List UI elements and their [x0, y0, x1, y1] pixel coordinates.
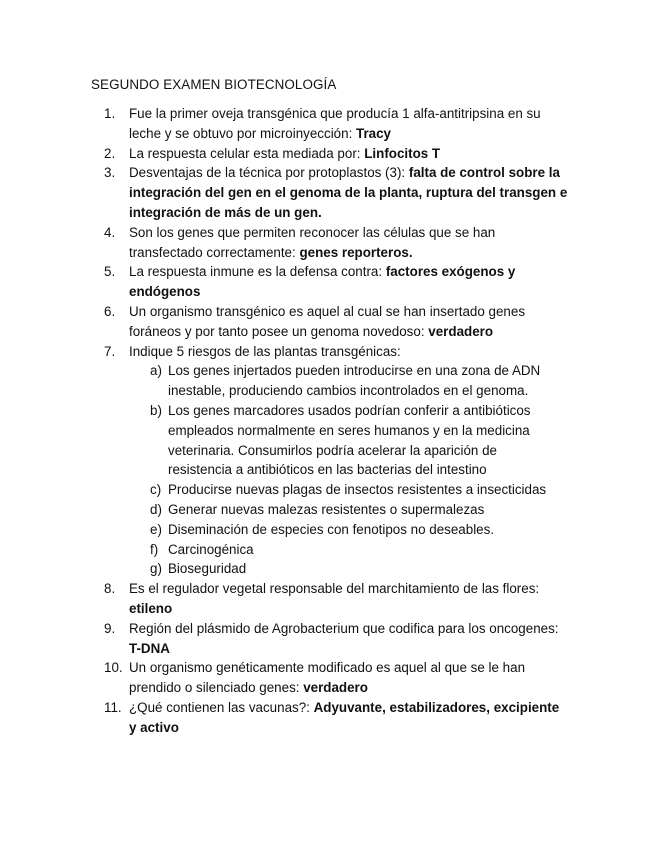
question-number: 6. — [104, 303, 116, 319]
question-number: 10. — [104, 660, 123, 676]
risk-list-item — [0, 559, 558, 579]
question-item — [0, 619, 569, 659]
question-answer: Linfocitos T — [364, 145, 441, 161]
question-text: Son los genes que permiten reconocer las células que se han transfectado correctamente: — [129, 224, 496, 260]
question-text: La respuesta celular esta mediada por: — [129, 145, 365, 161]
question-answer: T-DNA — [129, 640, 170, 656]
risk-letter: e) — [150, 521, 162, 537]
question-number: 5. — [104, 264, 116, 280]
risk-list-item — [0, 401, 558, 480]
risk-text: Carcinogénica — [168, 541, 254, 557]
question-item — [0, 163, 569, 222]
question-text: Región del plásmido de Agrobacterium que codifica para los oncogenes: — [129, 620, 559, 636]
question-text: Fue la primer oveja transgénica que producía 1 alfa-antitripsina en su leche y se obtuvo por microinyección: — [129, 106, 541, 141]
question-item — [0, 342, 569, 362]
question-number: 7. — [104, 343, 116, 359]
question-answer: Adyuvante, estabilizadores, excipiente y activo — [129, 699, 560, 735]
risk-letter: g) — [150, 561, 162, 577]
question-answer: etileno — [129, 600, 173, 616]
question-number: 1. — [104, 106, 116, 121]
question-answer: Tracy — [356, 125, 392, 141]
question-item — [0, 579, 569, 619]
risk-list-item — [0, 361, 558, 401]
risk-text: Bioseguridad — [168, 561, 247, 577]
risk-letter: c) — [150, 482, 162, 498]
risk-letter: f) — [150, 541, 159, 557]
question-text: Indique 5 riesgos de las plantas transgénicas: — [129, 343, 401, 359]
question-number: 3. — [104, 165, 116, 181]
risk-text: Diseminación de especies con fenotipos no deseables. — [168, 521, 495, 537]
question-number: 8. — [104, 581, 116, 597]
question-answer: verdadero — [428, 323, 494, 339]
risk-letter: a) — [150, 363, 162, 379]
question-item — [0, 302, 569, 342]
question-number: 4. — [104, 224, 116, 240]
question-text: Es el regulador vegetal responsable del marchitamiento de las flores: — [129, 581, 540, 597]
question-text: Desventajas de la técnica por protoplastos (3): — [129, 165, 409, 181]
question-answer: verdadero — [303, 680, 368, 696]
risk-list-item — [0, 480, 558, 500]
risk-list-item — [0, 500, 558, 520]
question-number: 11. — [104, 699, 122, 715]
question-item — [0, 262, 569, 302]
question-item — [0, 223, 569, 263]
risk-list-item — [0, 520, 558, 540]
question-answer: factores exógenos y endógenos — [129, 264, 516, 300]
question-item — [0, 698, 569, 738]
question-item — [0, 658, 569, 698]
risk-text: Producirse nuevas plagas de insectos resistentes a insecticidas — [168, 482, 547, 498]
question-text: Un organismo genéticamente modificado es aquel al que se le han prendido o silenciado genes: — [129, 660, 526, 696]
question-number: 2. — [104, 145, 116, 161]
question-text: ¿Qué contienen las vacunas?: — [129, 699, 314, 715]
risk-text: Generar nuevas malezas resistentes o supermalezas — [168, 501, 485, 517]
question-text: La respuesta inmune es la defensa contra: — [129, 264, 386, 280]
risk-text: Los genes injertados pueden introducirse en una zona de ADN inestable, produciendo cambios incontrolados en el genoma. — [168, 363, 541, 399]
question-answer: genes reporteros. — [299, 244, 413, 260]
risk-letter: d) — [150, 501, 162, 517]
question-item — [0, 144, 569, 164]
risk-list-item — [0, 540, 558, 560]
risk-text: Los genes marcadores usados podrían conferir a antibióticos empleados normalmente en seres humanos y en la medicina veterinaria. Consumirlos podría acelerar la aparición de resistencia a antibióticos en las bacterias del intestino — [168, 402, 531, 478]
question-text: Un organismo transgénico es aquel al cual se han insertado genes foráneos y por tanto posee un genoma novedoso: — [129, 303, 526, 339]
question-list — [0, 104, 655, 738]
question-answer: falta de control sobre la integración del gen en el genoma de la planta, ruptura del transgen e integración de más de un gen. — [129, 165, 568, 220]
question-number: 9. — [104, 620, 116, 636]
risk-letter: b) — [150, 402, 162, 418]
question-item — [0, 104, 569, 144]
page-title: SEGUNDO EXAMEN BIOTECNOLOGÍA — [91, 77, 337, 92]
